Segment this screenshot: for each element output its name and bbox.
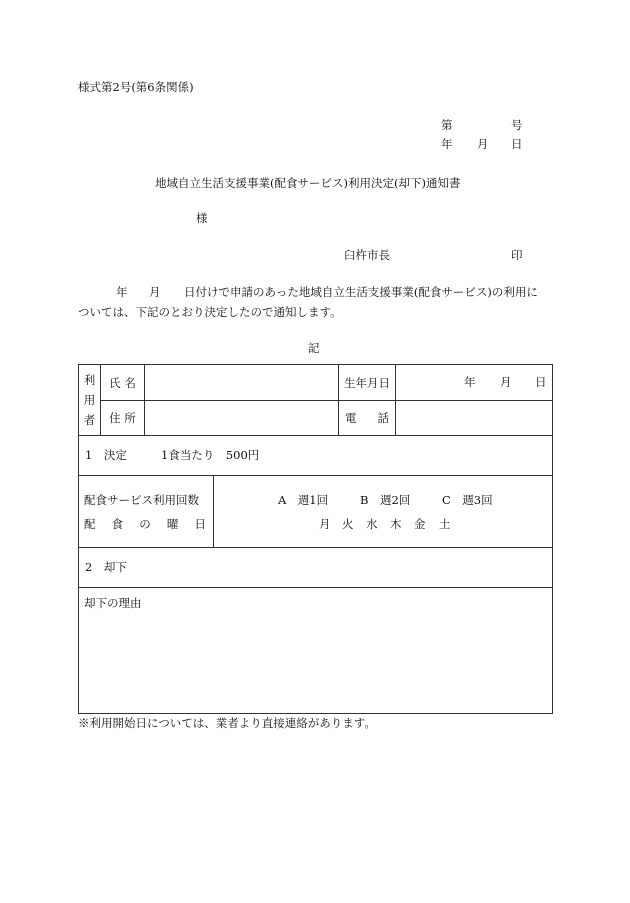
birthdate-label: 生年月日 [339,365,396,401]
phone-label [339,401,396,436]
decision-label: 1 決定 [85,447,127,462]
seal-mark: 印 [511,248,523,262]
delivery-day-label [84,516,206,531]
user-label-char: 利 [83,373,96,387]
body-line-1: 日付けで申請のあった地域自立生活支援事業(配食サービス)の利用に [184,285,538,299]
address-field[interactable] [145,401,339,436]
body-line-2: ついては、下記のとおり決定したので通知します。 [78,305,342,319]
birthdate-field[interactable] [396,365,553,401]
weekday-mon[interactable]: 月 [319,516,331,531]
usage-count-label: 配食サービス利用回数 [84,492,199,507]
delivery-day-label-char: 食 [111,516,124,531]
rejection-reason-label: 却下の理由 [84,596,142,610]
addressee-honorific: 様 [196,211,208,225]
date-month: 月 [477,137,489,151]
user-label-char: 用 [83,393,96,407]
weekday-fri[interactable]: 金 [414,516,426,531]
phone-label-char: 話 [377,411,389,425]
document-title: 地域自立生活支援事業(配食サービス)利用決定(却下)通知書 [155,176,461,190]
rejection-row [79,548,553,588]
ki-heading: 記 [308,341,320,355]
name-label: 氏 名 [101,365,145,401]
weekday-thu[interactable]: 木 [390,516,402,531]
usage-option-b[interactable]: B 週2回 [360,492,411,507]
user-label-char: 者 [83,413,96,427]
birth-day: 日 [535,374,547,389]
rejection-label: 2 却下 [85,559,127,574]
weekday-tue[interactable]: 火 [342,516,354,531]
birth-year: 年 [464,374,476,389]
usage-option-c[interactable]: C 週3回 [442,492,493,507]
birth-month: 月 [500,374,512,389]
name-field[interactable] [145,365,339,401]
user-label-cell [79,365,101,436]
decision-detail: 1食当たり 500円 [161,447,260,462]
usage-label-cell [79,476,214,548]
rejection-reason-cell[interactable] [79,588,553,714]
usage-option-a[interactable]: A 週1回 [278,492,329,507]
form-table [78,364,553,714]
form-number: 様式第2号(第6条関係) [78,80,194,94]
usage-values-cell [214,476,553,548]
number-suffix: 号 [511,118,523,132]
issuer-name: 臼杵市長 [344,248,390,262]
delivery-day-label-char: の [139,516,151,531]
number-prefix: 第 [441,118,453,132]
address-label: 住 所 [101,401,145,436]
phone-field[interactable] [396,401,553,436]
weekday-wed[interactable]: 水 [366,516,378,531]
delivery-day-label-char: 曜 [166,516,179,531]
body-year: 年 [116,285,128,299]
phone-label-char: 電 [345,411,357,425]
delivery-day-label-char: 配 [84,516,96,531]
delivery-day-label-char: 日 [194,516,206,531]
date-year: 年 [441,137,453,151]
date-day: 日 [511,137,523,151]
footnote: ※利用開始日については、業者より直接連絡があります。 [78,716,376,730]
decision-row [79,436,553,476]
body-month: 月 [149,285,161,299]
weekday-sat[interactable]: 土 [439,516,451,531]
